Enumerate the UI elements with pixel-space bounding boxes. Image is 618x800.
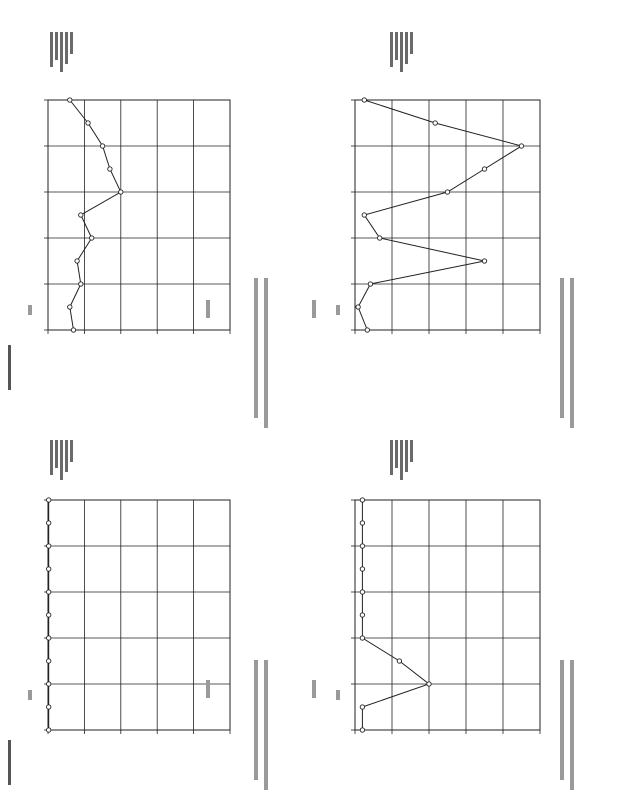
data-point — [119, 190, 123, 194]
chart-text-block — [312, 278, 574, 428]
data-point — [90, 236, 94, 240]
data-point — [47, 567, 51, 571]
data-point — [75, 259, 79, 263]
data-point — [482, 259, 486, 263]
data-point — [519, 144, 523, 148]
data-point — [360, 521, 364, 525]
chart-panel-top-left — [28, 32, 268, 428]
data-point — [47, 590, 51, 594]
data-point — [427, 682, 431, 686]
side-mark-top — [8, 345, 11, 390]
data-point — [360, 544, 364, 548]
data-point — [360, 728, 364, 732]
series-line — [358, 100, 521, 330]
data-point — [378, 236, 382, 240]
data-point — [356, 305, 360, 309]
data-point — [360, 636, 364, 640]
side-marks — [8, 345, 11, 785]
data-point — [360, 705, 364, 709]
data-point — [362, 213, 366, 217]
chart-text-block — [28, 660, 268, 790]
data-point — [47, 659, 51, 663]
chart-legend — [390, 32, 413, 72]
data-point — [368, 282, 372, 286]
chart-body — [44, 498, 230, 734]
chart-text-block — [28, 278, 268, 428]
data-point — [47, 705, 51, 709]
data-point — [482, 167, 486, 171]
data-point — [100, 144, 104, 148]
data-point — [47, 636, 51, 640]
chart-body — [351, 98, 540, 334]
data-point — [108, 167, 112, 171]
plot-frame — [355, 100, 540, 330]
data-point — [71, 328, 75, 332]
data-point — [360, 613, 364, 617]
chart-panel-bottom-right — [312, 440, 574, 790]
data-point — [365, 328, 369, 332]
chart-legend — [50, 440, 73, 480]
data-point — [68, 305, 72, 309]
series-line — [70, 100, 121, 330]
data-point — [47, 498, 51, 502]
chart-legend — [50, 32, 73, 72]
data-point — [47, 728, 51, 732]
data-point — [362, 98, 366, 102]
data-point — [47, 682, 51, 686]
data-point — [47, 521, 51, 525]
plot-frame — [355, 500, 540, 730]
chart-text-block — [312, 660, 574, 790]
data-point — [433, 121, 437, 125]
data-point — [47, 544, 51, 548]
side-mark-bottom — [8, 740, 11, 785]
data-point — [47, 613, 51, 617]
chart-panel-bottom-left — [28, 440, 268, 790]
plot-frame — [48, 500, 230, 730]
data-point — [68, 98, 72, 102]
chart-body — [351, 498, 540, 734]
data-point — [360, 590, 364, 594]
data-point — [397, 659, 401, 663]
data-point — [445, 190, 449, 194]
data-point — [79, 213, 83, 217]
series-line — [362, 500, 429, 730]
data-point — [360, 498, 364, 502]
data-point — [86, 121, 90, 125]
chart-body — [44, 98, 230, 334]
chart-panel-top-right — [312, 32, 574, 428]
data-point — [360, 567, 364, 571]
chart-legend — [390, 440, 413, 480]
data-point — [79, 282, 83, 286]
